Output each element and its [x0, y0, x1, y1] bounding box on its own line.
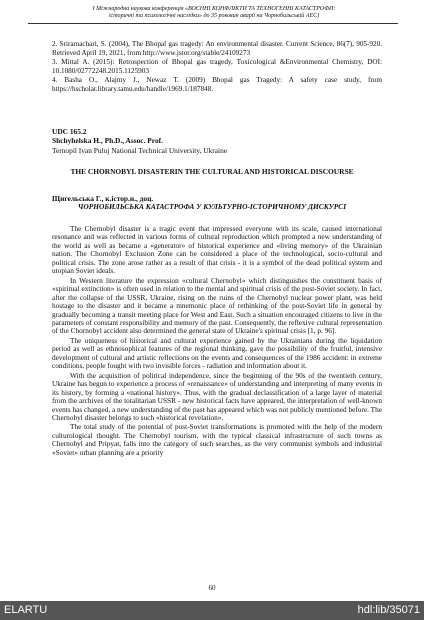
page-number: 60 — [208, 584, 216, 592]
header-line-1: І Міжнародна наукова конференція «ВОЄННІ КОНФЛІКТИ ТА ТЕХНОГЕННІ КАТАСТРОФИ: — [92, 6, 336, 12]
viewer-footer-bar — [0, 601, 424, 620]
repository-label: ELARTU — [4, 604, 48, 616]
body-paragraph: With the acquisition of political independence, since the beginning of the 90s of the twentieth century, Ukraine has begun to experience a process of «renaissance» of understanding and interpreting of many events in its history, by forming a «national history». Thus, with the gradual declassification of a large layer of material from the archives of the totalitarian USSR - new historical facts have appeared, the interpretation of well-known events has changed, a new understanding of the past has appeared which was not publicly mentioned before. The Chernobyl disaster belongs to such «historical revelation». — [52, 370, 382, 422]
reference-item: 2. Sriramachari, S. (2004), The Bhopal gas tragedy: An environmental disaster. Current Science, 86(7), 905-920. Retrieved April 19, 2021, from http://www.jstor.org/stable/24109273 — [52, 40, 382, 57]
header-rule — [28, 23, 398, 24]
body-paragraph: The Chernobyl disaster is a tragic event that impressed everyone with its scale, caused international resonance and was reflected in various forms of cultural reproduction which prompted a new understanding of the world as well as became a «generator» of historical experience and «living memory» of the Ukrainian nation. The Chornobyl Exclusion Zone can be considered a place of the technological, socio-cultural and political crisis. The zone arose rather as a result of that crisis - it is a symbol of the dead political system and utopian Soviet ideals. — [52, 224, 382, 276]
article-title-ukrainian: ЧОРНОБИЛЬСЬКА КАТАСТРОФА У КУЛЬТУРНО-ІСТОРИЧНОМУ ДИСКУРСІ — [77, 202, 347, 211]
reference-list — [52, 40, 382, 95]
article-title-english: THE CHORNOBYL DISASTERIN THE CULTURAL AND HISTORICAL DISCOURSE — [70, 167, 354, 176]
body-paragraph: The total study of the potential of post-Soviet transformations is promoted with the help of the modern culturological thought. The Chernobyl tourism, with the typical classical infrastructure of such towns as Chernobyl and Pripyat, falls into the category of such searches, as the very communist symbols and industrial «Soviet» urban planning are a priority — [52, 422, 382, 457]
body-paragraph: In Western literature the expression «cultural Chernobyl» which distinguishes the constituent basis of «spiritual extinction» is often used in relation to the mental and spiritual crisis of the post-Soviet society. In fact, after the collapse of the USSR, Ukraine, rising on the ruins of the Chernobyl nuclear power plant, was held hostage to the disaster and it became a mnemonic place of rethinking of the post-Soviet life in general by gradually becoming a transit meeting place for West and East. Such a situation encouraged citizens to live in the parameters of constant responsibility and memory of the past. Consequently, the reflexive cultural representation of the Chornobyl accident also determined the general state of Ukraine's spiritual crisis [1, p. 96]. — [52, 275, 382, 336]
body-paragraph: The uniqueness of historical and cultural experience gained by the Ukrainians during the liquidation period as well as ethnosophical features of the regional thinking, gave the possibility of the fruitful, intensive development of cultural and artistic reflections on the events and consequences of the 1986 accident: in extreme conditions, people fought with two invisible forces - radiation and information about it. — [52, 335, 382, 371]
udc-code: UDC 165.2 — [52, 127, 87, 136]
header-line-2: історичні та психологічні наслідки» до 35 роковин аварії на Чорнобильській АЕС) — [108, 13, 320, 19]
author-ukrainian: Щигельська Г., к.істор.н., доц. — [52, 194, 154, 203]
running-header — [28, 6, 400, 20]
reference-item: 4. Basha O., Alajmy J., Newaz T. (2009) Bhopal gas Tragedy: A safety case study, from https://hscholar.library.tamu.edu/handle/1969.1/187848. — [52, 76, 382, 93]
author-english: Shchyhelska H., Ph.D., Assoc. Prof. — [52, 136, 163, 145]
reference-item: 3. Mittal A. (2015): Retrospection of Bhopal gas tragedy, Toxicological &Environmental Chemistry, DOI: 10.1080/02772248.2015.1125903 — [52, 58, 382, 75]
handle-label: hdl:lib/35071 — [357, 604, 420, 616]
article-body — [52, 225, 382, 458]
affiliation: Ternopil Ivan Puluj National Technical University, Ukraine — [52, 146, 228, 155]
